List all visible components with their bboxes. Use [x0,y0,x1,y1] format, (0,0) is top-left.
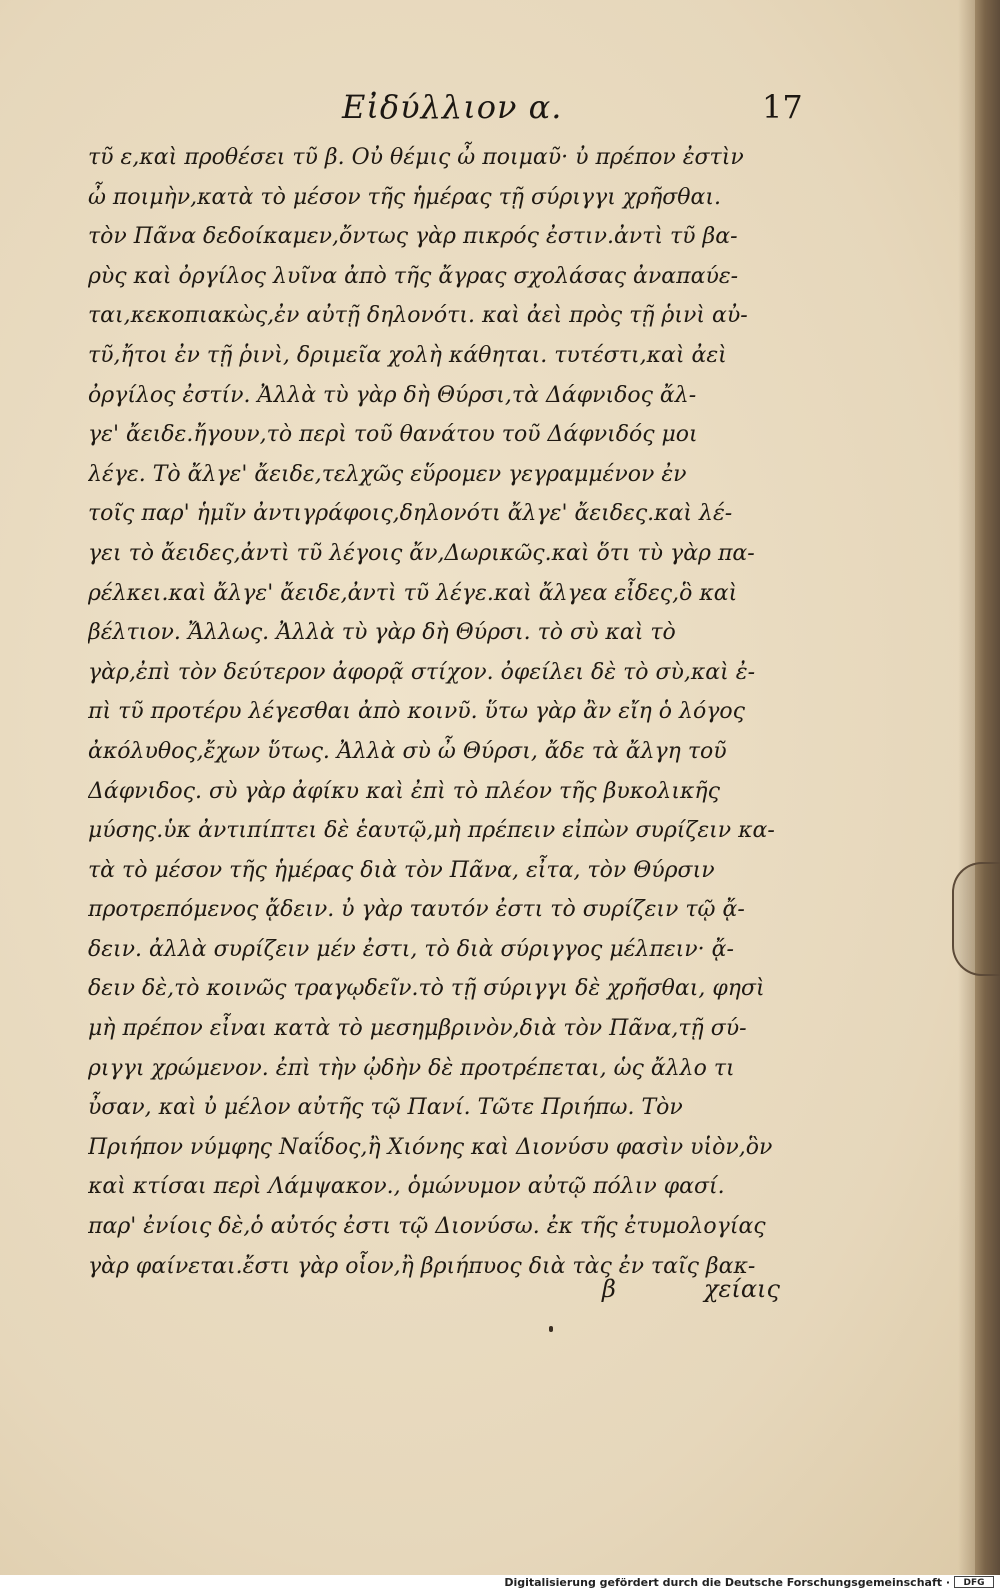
ink-speck [549,1326,553,1332]
commentary-text [88,138,800,1286]
text-line: τοῖς παρ' ἡμῖν ἀντιγράφοις,δηλονότι ἄλγε' ἄειδες.καὶ λέ- [88,501,733,527]
text-line: γὰρ φαίνεται.ἔστι γὰρ οἷον,ἢ βριήπυος διὰ τὰς ἐν ταῖς βακ- [88,1253,756,1279]
text-line: Δάφνιδος. σὺ γὰρ ἀφίκυ καὶ ἐπὶ τὸ πλέον τῆς βυκολικῆς [88,778,720,804]
binding-clip [952,862,1000,976]
text-line: λέγε. Τὸ ἄλγε' ἄειδε,τελχῶς εὕρομεν γεγραμμένον ἐν [88,461,687,487]
text-line: ὦ ποιμὴν,κατὰ τὸ μέσον τῆς ἡμέρας τῇ σύριγγι χρῆσθαι. [88,184,722,210]
text-line: μύσης.ὑκ ἀντιπίπτει δὲ ἑαυτῷ,μὴ πρέπειν εἰπὼν συρίζειν κα- [88,818,775,844]
text-line: ρὺς καὶ ὀργίλος λυῖνα ἀπὸ τῆς ἄγρας σχολάσας ἀναπαύε- [88,263,739,289]
footer-credit: Digitalisierung gefördert durch die Deutsche Forschungsgemeinschaft · [504,1576,950,1589]
text-line: γὰρ,ἐπὶ τὸν δεύτερον ἀφορᾷ στίχον. ὀφείλει δὲ τὸ σὺ,καὶ ἐ- [88,659,756,685]
text-line: τὰ τὸ μέσον τῆς ἡμέρας διὰ τὸν Πᾶνα, εἶτα, τὸν Θύρσιν [88,857,715,883]
text-line: τῦ ε,καὶ προθέσει τῦ β. Οὐ θέμις ὦ ποιμαῦ· ὐ πρέπον ἐστὶν [88,145,744,170]
text-line: ἀκόλυθος,ἔχων ὕτως. Ἀλλὰ σὺ ὦ Θύρσι, ἄδε τὰ ἄλγη τοῦ [88,738,727,764]
text-line: παρ' ἐνίοις δὲ,ὁ αὐτός ἐστι τῷ Διονύσω. ἐκ τῆς ἐτυμολογίας [88,1214,766,1240]
page-gutter-shadow [958,0,975,1575]
text-line: ριγγι χρώμενον. ἐπὶ τὴν ᾠδὴν δὲ προτρέπεται, ὡς ἄλλο τι [88,1055,735,1081]
text-line: μὴ πρέπον εἶναι κατὰ τὸ μεσημβρινὸν,διὰ τὸν Πᾶνα,τῇ σύ- [88,1016,747,1042]
page-number: 17 [762,88,803,126]
text-line: καὶ κτίσαι περὶ Λάμψακον., ὁμώνυμον αὐτῷ πόλιν φασί. [88,1174,725,1200]
text-line: δειν. ἀλλὰ συρίζειν μέν ἐστι, τὸ διὰ σύριγγος μέλπειν· ᾄ- [88,936,734,962]
footer-bar [0,1575,1000,1590]
text-line: ὖσαν, καὶ ὐ μέλον αὐτῆς τῷ Πανί. Τῶτε Πριήπω. Τὸν [88,1095,683,1121]
dfg-logo: DFG [954,1576,994,1588]
text-line: γει τὸ ἄειδες,ἀντὶ τῦ λέγοις ἄν,Δωρικῶς.καὶ ὅτι τὺ γὰρ πα- [88,540,755,566]
text-line: τὸν Πᾶνα δεδοίκαμεν,ὄντως γὰρ πικρός ἐστιν.ἀντὶ τῦ βα- [88,224,738,250]
running-head-title: Εἰδύλλιον α. [342,88,563,126]
text-line: ὀργίλος ἐστίν. Ἀλλὰ τὺ γὰρ δὴ Θύρσι,τὰ Δάφνιδος ἄλ- [88,382,697,408]
signature-mark: β [602,1275,616,1303]
text-line: ται,κεκοπιακὼς,ἐν αὐτῇ δηλονότι. καὶ ἀεὶ πρὸς τῇ ῥινὶ αὐ- [88,303,748,329]
text-line: δειν δὲ,τὸ κοινῶς τραγῳδεῖν.τὸ τῇ σύριγγι δὲ χρῆσθαι, φησὶ [88,976,765,1002]
text-line: πὶ τῦ προτέρυ λέγεσθαι ἀπὸ κοινῦ. ὕτω γὰρ ἂν εἴη ὁ λόγος [88,699,745,725]
catchword: χείαις [704,1275,780,1303]
text-line: τῦ,ἤτοι ἐν τῇ ῥινὶ, δριμεῖα χολὴ κάθηται. τυτέστι,καὶ ἀεὶ [88,342,727,368]
text-line: ρέλκει.καὶ ἄλγε' ἄειδε,ἀντὶ τῦ λέγε.καὶ ἄλγεα εἶδες,ὃ καὶ [88,580,738,606]
text-line: προτρεπόμενος ᾄδειν. ὐ γὰρ ταυτόν ἐστι τὸ συρίζειν τῷ ᾄ- [88,897,745,923]
text-line: Πριήπον νύμφης Ναΐδος,ἢ Χιόνης καὶ Διονύσυ φασὶν υἱὸν,ὃν [88,1134,773,1160]
running-head [90,88,803,132]
text-line: βέλτιον. Ἄλλως. Ἀλλὰ τὺ γὰρ δὴ Θύρσι. τὸ σὺ καὶ τὸ [88,620,676,646]
page-edge-stack [975,0,1000,1575]
text-line: γε' ἄειδε.ἤγουν,τὸ περὶ τοῦ θανάτου τοῦ Δάφνιδός μοι [88,422,698,448]
